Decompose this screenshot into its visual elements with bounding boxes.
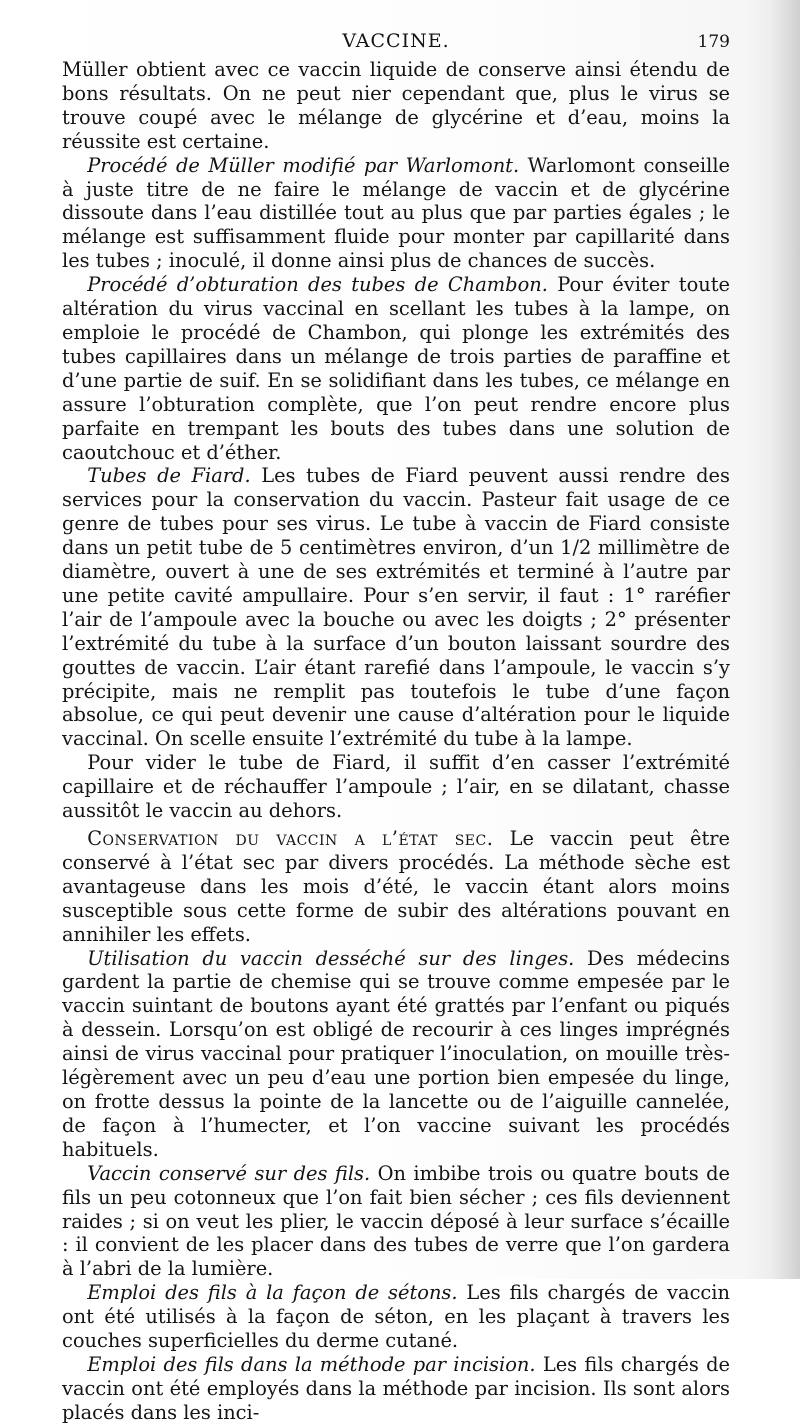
paragraph-text: Pour vider le tube de Fiard, il suffit d’en casser l’extrémité capillaire et de réchauffer l’ampoule ; l’air, en se dilatant, chasse aussitôt le vaccin au dehors. [62,751,730,823]
page-header [62,26,730,58]
paragraph-text: Les fils chargés de vaccin ont été utilisés à la façon de séton, en les plaçant à travers les couches superficielles du derme cutané. [62,1281,730,1353]
paragraph-text: Les fils chargés de vaccin ont été employés dans la méthode par incision. Ils sont alors placés dans les inci- [62,1352,730,1424]
paragraph-dry-conservation [62,827,730,947]
running-title: VACCINE. [342,30,450,52]
section-heading: Utilisation du vaccin desséché sur des linges. [87,946,575,970]
paragraph-threads [62,1162,730,1282]
section-heading: Procédé d’obturation des tubes de Chambon. [87,273,548,297]
section-heading: Conservation du vaccin a l’état sec. [87,827,494,850]
paragraph-text: Müller obtient avec ce vaccin liquide de conserve ainsi étendu de bons résultats. On ne peut nier cependant que, plus le virus se trouve coupé avec le mélange de glycérine et d’eau, moins la réussite est certaine. [62,58,730,153]
page-number: 179 [697,32,730,52]
paragraph-fiard-empty [62,751,730,823]
paragraph-fiard-tubes [62,464,730,751]
section-heading: Tubes de Fiard. [87,464,251,488]
section-heading: Procédé de Müller modifié par Warlomont. [87,153,520,177]
section-heading: Vaccin conservé sur des fils. [87,1161,371,1185]
paragraph-muller-warlomont [62,154,730,274]
paragraph-text: Les tubes de Fiard peuvent aussi rendre des services pour la conservation du vaccin. Pasteur fait usage de ce genre de tubes pour ses virus. Le tube à vaccin de Fiard consiste dans un petit tube de 5 centimètres environ, d’un 1/2 millimètre de diamètre, ouvert à une de ses extrémités et terminé à l’autre par une petite cavité ampullaire. Pour s’en servir, il faut : 1° raréfier l’air de l’ampoule avec la bouche ou avec les doigts ; 2° présenter l’extrémité du tube à la surface d’un bouton laissant sourdre des gouttes de vaccin. L’air étant rarefié dans l’ampoule, le vaccin s’y précipite, mais ne remplit pas toutefois le tube d’une façon absolue, ce qui peut devenir une cause d’altération pour le liquide vaccinal. On scelle ensuite l’extrémité du tube à la lampe. [62,464,730,751]
paragraph-incision [62,1353,730,1425]
paragraph-setons [62,1281,730,1353]
paragraph-chambon [62,273,730,464]
paragraph-text: On imbibe trois ou quatre bouts de fils un peu cotonneux que l’on fait bien sécher ; ces fils deviennent raides ; si on veut les plier, le vaccin déposé à leur surface s’écaille : il convient de les placer dans des tubes de verre que l’on gardera à l’abri de la lumière. [62,1161,730,1281]
paragraph-text: Warlomont conseille à juste titre de ne faire le mélange de vaccin et de glycérine dissoute dans l’eau distillée tout au plus que par parties égales ; le mélange est suffisamment fluide pour monter par capillarité dans les tubes ; inoculé, il donne ainsi plus de chances de succès. [62,153,730,273]
paragraph-text: Des médecins gardent la partie de chemise qui se trouve comme empesée par le vaccin suintant de boutons ayant été grattés par l’enfant ou piqués à dessein. Lorsqu’on est obligé de recourir à ces linges imprégnés ainsi de virus vaccinal pour pratiquer l’inoculation, on mouille très-légèrement avec un peu d’eau une portion bien empesée du linge, on frotte dessus la pointe de la lancette ou de l’aiguille cannelée, de façon à l’humecter, et l’on vaccine suivant les procédés habituels. [62,946,730,1161]
paragraph-muller-results [62,58,730,154]
paragraph-text: Le vaccin peut être conservé à l’état sec par divers procédés. La méthode sèche est avantageuse dans les mois d’été, le vaccin étant alors moins susceptible sous cette forme de subir des altérations pouvant en annihiler les effets. [62,827,730,946]
section-heading: Emploi des fils dans la méthode par incision. [87,1352,536,1376]
paragraph-linen [62,947,730,1162]
paragraph-text: Pour éviter toute altération du virus vaccinal en scellant les tubes à la lampe, on emploie le procédé de Chambon, qui plonge les extrémités des tubes capillaires dans un mélange de trois parties de paraffine et d’une partie de suif. En se solidifiant dans les tubes, ce mélange en assure l’obturation complète, que l’on peut rendre encore plus parfaite en trempant les bouts des tubes dans une solution de caoutchouc et d’éther. [62,273,730,464]
section-heading: Emploi des fils à la façon de sétons. [87,1281,458,1305]
page-body [62,58,730,1425]
page-spine-shadow [770,0,800,1279]
